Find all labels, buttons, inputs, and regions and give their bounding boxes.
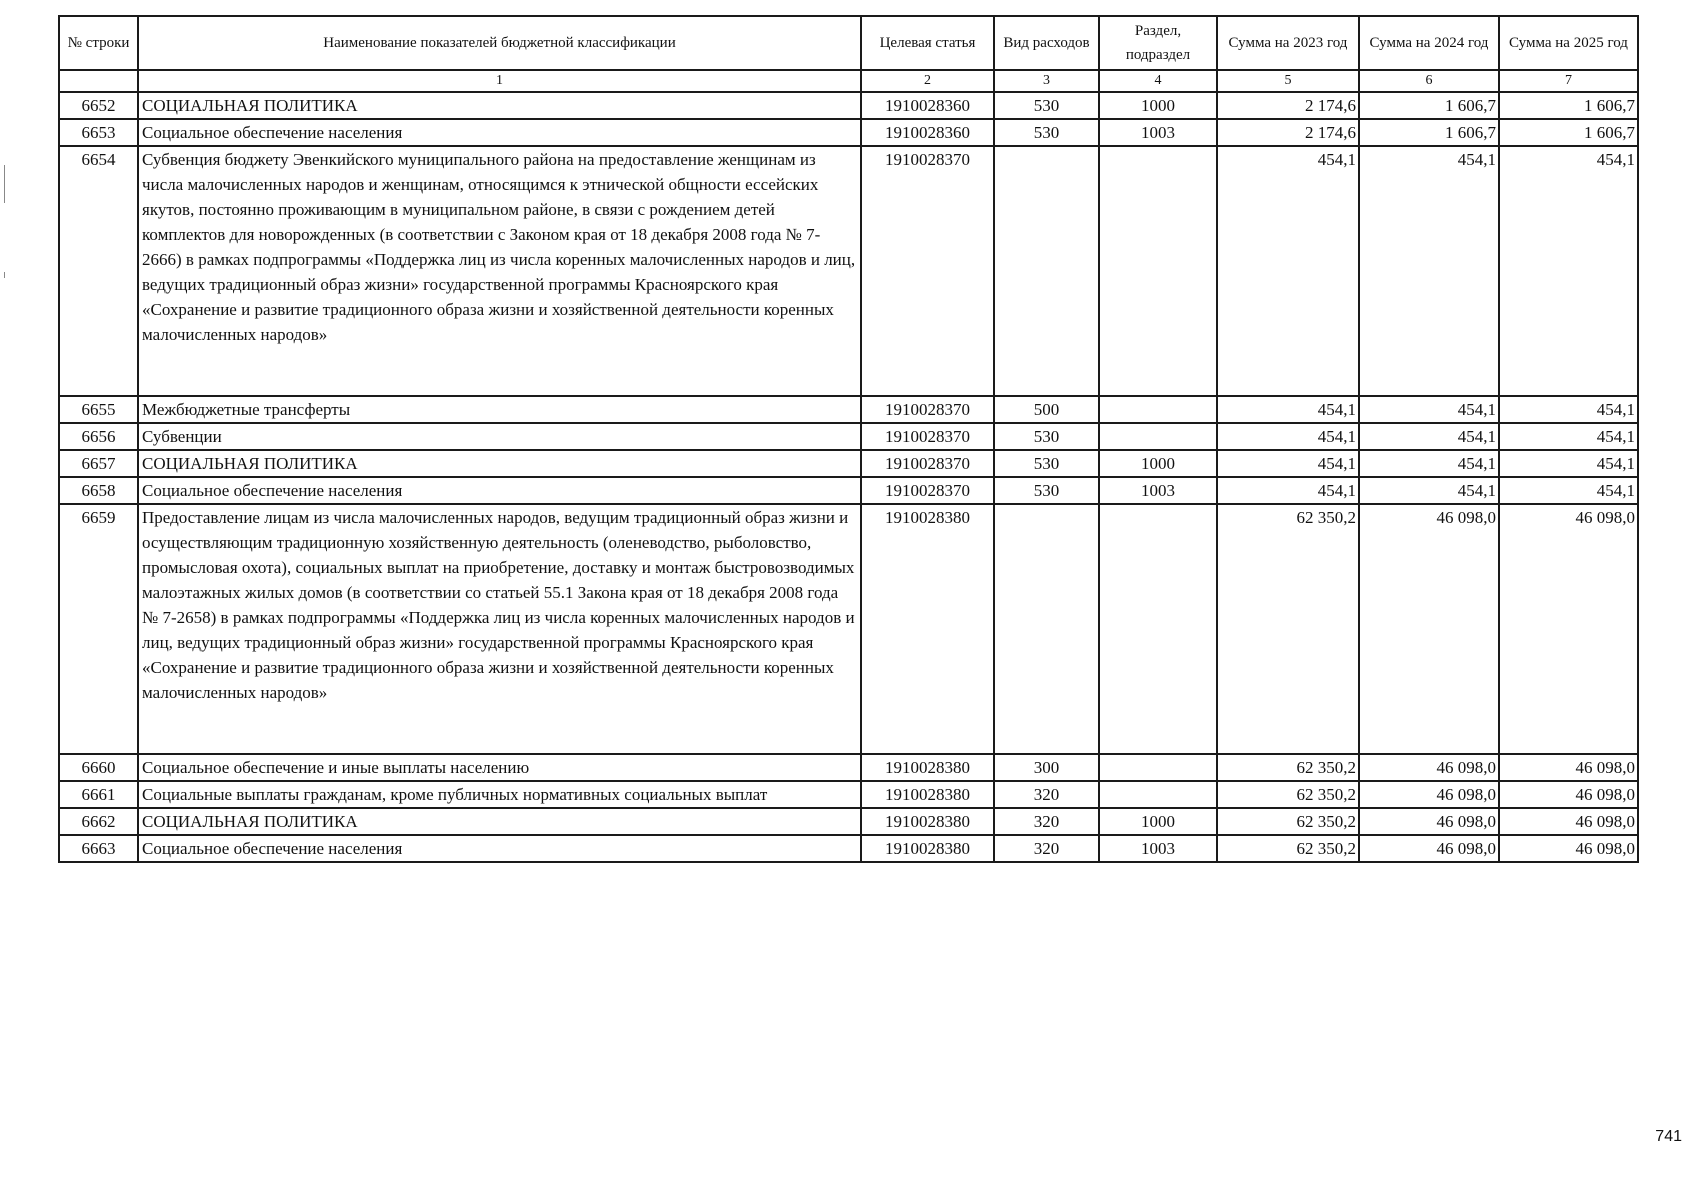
- row-sum-2023: 2 174,6: [1217, 92, 1359, 119]
- table-row: [59, 450, 1638, 477]
- row-vid: 320: [994, 781, 1099, 808]
- row-number: 6655: [59, 396, 138, 423]
- row-number: 6652: [59, 92, 138, 119]
- row-sum-2025: 454,1: [1499, 450, 1638, 477]
- row-section: [1099, 781, 1217, 808]
- budget-table: [58, 15, 1639, 863]
- header-name: Наименование показателей бюджетной классификации: [138, 16, 861, 70]
- row-name: Предоставление лицам из числа малочисленных народов, ведущим традиционный образ жизни и осуществляющим традиционную хозяйственную деятельность (оленеводство, рыболовство, промысловая охота), социальных выплат на приобретение, доставку и монтаж быстровозводимых малоэтажных жилых домов (в соответствии со статьей 55.1 Закона края от 18 декабря 2008 года № 7-2658) в рамках подпрограммы «Поддержка лиц из числа коренных малочисленных народов и лиц, ведущих традиционный образ жизни» государственной программы Красноярского края «Сохранение и развитие традиционного образа жизни и хозяйственной деятельности коренных малочисленных народов»: [138, 504, 861, 754]
- row-sum-2023: 454,1: [1217, 396, 1359, 423]
- row-code: 1910028370: [861, 146, 994, 396]
- row-number: 6661: [59, 781, 138, 808]
- column-number: 7: [1499, 70, 1638, 92]
- row-code: 1910028380: [861, 504, 994, 754]
- row-code: 1910028370: [861, 423, 994, 450]
- row-sum-2024: 454,1: [1359, 396, 1499, 423]
- row-number: 6663: [59, 835, 138, 862]
- row-number: 6660: [59, 754, 138, 781]
- header-row: [59, 16, 1638, 70]
- row-code: 1910028380: [861, 835, 994, 862]
- column-number: 4: [1099, 70, 1217, 92]
- row-number: 6653: [59, 119, 138, 146]
- row-name: Социальное обеспечение населения: [138, 835, 861, 862]
- row-section: 1000: [1099, 450, 1217, 477]
- row-sum-2023: 2 174,6: [1217, 119, 1359, 146]
- row-code: 1910028370: [861, 396, 994, 423]
- row-vid: 530: [994, 119, 1099, 146]
- row-code: 1910028360: [861, 92, 994, 119]
- row-sum-2024: 454,1: [1359, 477, 1499, 504]
- table-row: [59, 808, 1638, 835]
- row-number: 6658: [59, 477, 138, 504]
- row-sum-2023: 62 350,2: [1217, 754, 1359, 781]
- row-name: Социальное обеспечение населения: [138, 477, 861, 504]
- table-row: [59, 754, 1638, 781]
- row-sum-2025: 454,1: [1499, 146, 1638, 396]
- row-vid: 530: [994, 92, 1099, 119]
- row-section: [1099, 146, 1217, 396]
- row-sum-2024: 454,1: [1359, 146, 1499, 396]
- row-sum-2025: 1 606,7: [1499, 119, 1638, 146]
- row-name: Субвенция бюджету Эвенкийского муниципального района на предоставление женщинам из числа малочисленных народов и женщинам, относящимся к этнической общности ессейских якутов, постоянно проживающим в муниципальном районе, в связи с рождением детей комплектов для новорожденных (в соответствии с Законом края от 18 декабря 2008 года № 7-2666) в рамках подпрограммы «Поддержка лиц из числа коренных малочисленных народов и лиц, ведущих традиционный образ жизни» государственной программы Красноярского края «Сохранение и развитие традиционного образа жизни и хозяйственной деятельности коренных малочисленных народов»: [138, 146, 861, 396]
- row-sum-2024: 46 098,0: [1359, 754, 1499, 781]
- row-sum-2024: 46 098,0: [1359, 781, 1499, 808]
- table-row: [59, 396, 1638, 423]
- row-sum-2025: 46 098,0: [1499, 808, 1638, 835]
- row-section: 1003: [1099, 119, 1217, 146]
- table-row: [59, 146, 1638, 396]
- column-number: 3: [994, 70, 1099, 92]
- header-row-num: № строки: [59, 16, 138, 70]
- row-vid: 320: [994, 835, 1099, 862]
- row-sum-2023: 454,1: [1217, 477, 1359, 504]
- header-section: Раздел, подраздел: [1099, 16, 1217, 70]
- row-sum-2025: 454,1: [1499, 423, 1638, 450]
- margin-mark: [4, 165, 5, 203]
- row-sum-2023: 62 350,2: [1217, 835, 1359, 862]
- row-vid: 530: [994, 423, 1099, 450]
- margin-mark: [4, 272, 5, 278]
- row-code: 1910028380: [861, 754, 994, 781]
- row-section: [1099, 754, 1217, 781]
- row-sum-2023: 62 350,2: [1217, 781, 1359, 808]
- header-vid: Вид расходов: [994, 16, 1099, 70]
- header-sum-2024: Сумма на 2024 год: [1359, 16, 1499, 70]
- row-sum-2025: 46 098,0: [1499, 504, 1638, 754]
- row-sum-2025: 46 098,0: [1499, 781, 1638, 808]
- row-vid: [994, 504, 1099, 754]
- row-section: 1000: [1099, 808, 1217, 835]
- table-row: [59, 504, 1638, 754]
- row-number: 6662: [59, 808, 138, 835]
- table-row: [59, 781, 1638, 808]
- row-sum-2023: 62 350,2: [1217, 808, 1359, 835]
- row-section: 1000: [1099, 92, 1217, 119]
- row-code: 1910028380: [861, 781, 994, 808]
- row-sum-2024: 1 606,7: [1359, 92, 1499, 119]
- row-vid: 530: [994, 477, 1099, 504]
- row-sum-2023: 62 350,2: [1217, 504, 1359, 754]
- row-code: 1910028370: [861, 450, 994, 477]
- row-sum-2024: 454,1: [1359, 450, 1499, 477]
- row-vid: 300: [994, 754, 1099, 781]
- row-name: СОЦИАЛЬНАЯ ПОЛИТИКА: [138, 92, 861, 119]
- row-sum-2024: 454,1: [1359, 423, 1499, 450]
- table-row: [59, 477, 1638, 504]
- row-sum-2025: 46 098,0: [1499, 754, 1638, 781]
- row-sum-2024: 1 606,7: [1359, 119, 1499, 146]
- row-vid: 320: [994, 808, 1099, 835]
- row-name: СОЦИАЛЬНАЯ ПОЛИТИКА: [138, 450, 861, 477]
- row-section: [1099, 396, 1217, 423]
- row-name: Социальное обеспечение и иные выплаты населению: [138, 754, 861, 781]
- row-vid: 530: [994, 450, 1099, 477]
- row-number: 6654: [59, 146, 138, 396]
- row-code: 1910028370: [861, 477, 994, 504]
- row-sum-2023: 454,1: [1217, 423, 1359, 450]
- table-row: [59, 119, 1638, 146]
- row-sum-2024: 46 098,0: [1359, 504, 1499, 754]
- row-section: [1099, 504, 1217, 754]
- row-section: [1099, 423, 1217, 450]
- table-row: [59, 92, 1638, 119]
- row-code: 1910028380: [861, 808, 994, 835]
- row-sum-2024: 46 098,0: [1359, 808, 1499, 835]
- row-sum-2023: 454,1: [1217, 450, 1359, 477]
- row-vid: [994, 146, 1099, 396]
- row-number: 6657: [59, 450, 138, 477]
- row-number: 6659: [59, 504, 138, 754]
- column-number: 1: [138, 70, 861, 92]
- header-sum-2023: Сумма на 2023 год: [1217, 16, 1359, 70]
- row-section: 1003: [1099, 477, 1217, 504]
- page-number: 741: [1655, 1128, 1682, 1145]
- row-vid: 500: [994, 396, 1099, 423]
- row-sum-2025: 1 606,7: [1499, 92, 1638, 119]
- column-number: 2: [861, 70, 994, 92]
- row-name: Межбюджетные трансферты: [138, 396, 861, 423]
- row-section: 1003: [1099, 835, 1217, 862]
- header-code: Целевая статья: [861, 16, 994, 70]
- table-row: [59, 423, 1638, 450]
- column-number: 5: [1217, 70, 1359, 92]
- row-sum-2025: 454,1: [1499, 396, 1638, 423]
- row-name: Субвенции: [138, 423, 861, 450]
- row-number: 6656: [59, 423, 138, 450]
- column-number: 6: [1359, 70, 1499, 92]
- row-sum-2025: 46 098,0: [1499, 835, 1638, 862]
- row-code: 1910028360: [861, 119, 994, 146]
- column-number: [59, 70, 138, 92]
- column-numbers-row: [59, 70, 1638, 92]
- row-name: Социальное обеспечение населения: [138, 119, 861, 146]
- table-row: [59, 835, 1638, 862]
- row-sum-2025: 454,1: [1499, 477, 1638, 504]
- header-sum-2025: Сумма на 2025 год: [1499, 16, 1638, 70]
- row-sum-2024: 46 098,0: [1359, 835, 1499, 862]
- row-name: СОЦИАЛЬНАЯ ПОЛИТИКА: [138, 808, 861, 835]
- row-sum-2023: 454,1: [1217, 146, 1359, 396]
- row-name: Социальные выплаты гражданам, кроме публичных нормативных социальных выплат: [138, 781, 861, 808]
